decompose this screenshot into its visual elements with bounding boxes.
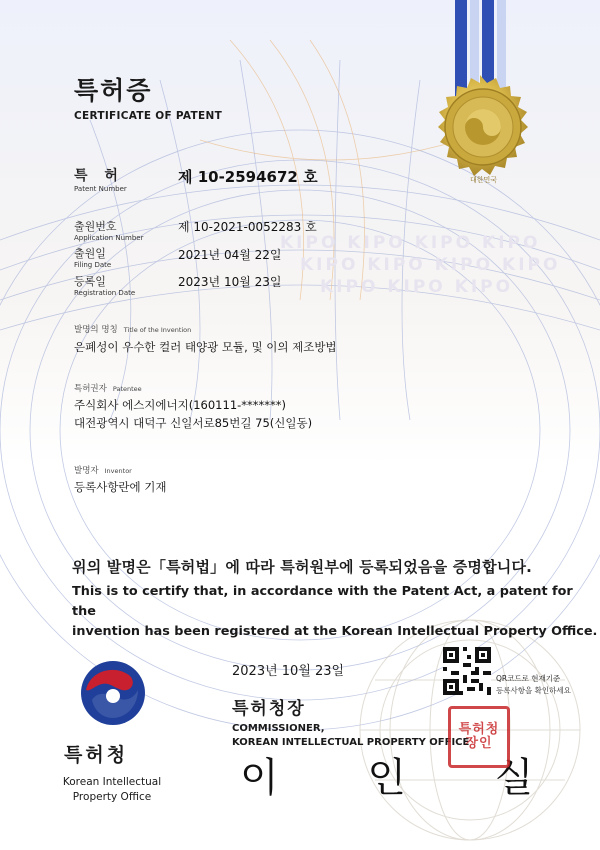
- commissioner-signature: 이 인 실: [240, 755, 572, 801]
- commissioner-title-ko: 특허청장: [232, 699, 306, 719]
- registration-date-value: 2023년 10월 23일: [178, 275, 282, 289]
- medal-caption: 대한민국: [470, 176, 498, 184]
- filing-date-value: 2021년 04월 22일: [178, 248, 282, 262]
- certificate-title: 특허증: [74, 76, 153, 105]
- issue-date: 2023년 10월 23일: [232, 664, 345, 679]
- kipo-name-ko: 특허청: [64, 744, 129, 766]
- kipo-name-en: Korean Intellectual Property Office: [62, 776, 162, 803]
- qr-note: QR코드로 현재기준 등록사항을 확인하세요: [496, 674, 571, 695]
- invention-title: 은폐성이 우수한 컬러 태양광 모듈, 및 이의 제조방법: [74, 340, 337, 354]
- patentee-name: 주식회사 에스지에너지(160111-*******): [74, 398, 287, 412]
- seal-text: 특허청장인: [458, 722, 500, 751]
- registration-date-label: 등록일 Registration Date: [74, 275, 136, 297]
- certification-en: This is to certify that, in accordance with the Patent Act, a patent for the invention has been registered at the Korean Intellectual Property Office.: [72, 584, 598, 639]
- kipo-watermark: KIPO KIPO KIPO KIPO KIPO KIPO KIPO KIPO KIPO KIPO KIPO: [280, 233, 561, 297]
- gold-medal: [438, 75, 528, 176]
- commissioner-title-en: COMMISSIONER, KOREAN INTELLECTUAL PROPERTY OFFICE: [232, 723, 470, 748]
- application-number-label: 출원번호 Application Number: [74, 220, 144, 242]
- kipo-logo-icon: [80, 660, 146, 726]
- invention-label: 발명의 명칭 Title of the Invention: [74, 325, 192, 335]
- application-number-value: 제 10-2021-0052283 호: [178, 220, 317, 234]
- patent-number-label: 특 허 Patent Number: [74, 168, 127, 193]
- filing-date-label: 출원일 Filing Date: [74, 247, 112, 269]
- qr-code-icon: [443, 647, 491, 695]
- certificate-title-en: CERTIFICATE OF PATENT: [74, 110, 223, 122]
- patentee-address: 대전광역시 대덕구 신일서로85번길 75(신일동): [74, 416, 313, 430]
- certification-ko: 위의 발명은「특허법」에 따라 특허원부에 등록되었음을 증명합니다.: [72, 558, 533, 576]
- official-seal: [448, 706, 510, 768]
- inventor-value: 등록사항란에 기재: [74, 480, 167, 494]
- inventor-label: 발명자 Inventor: [74, 466, 132, 476]
- patentee-info: [74, 396, 312, 432]
- patentee-label: 특허권자 Patentee: [74, 384, 142, 394]
- patent-number-value: 제 10-2594672 호: [178, 168, 318, 186]
